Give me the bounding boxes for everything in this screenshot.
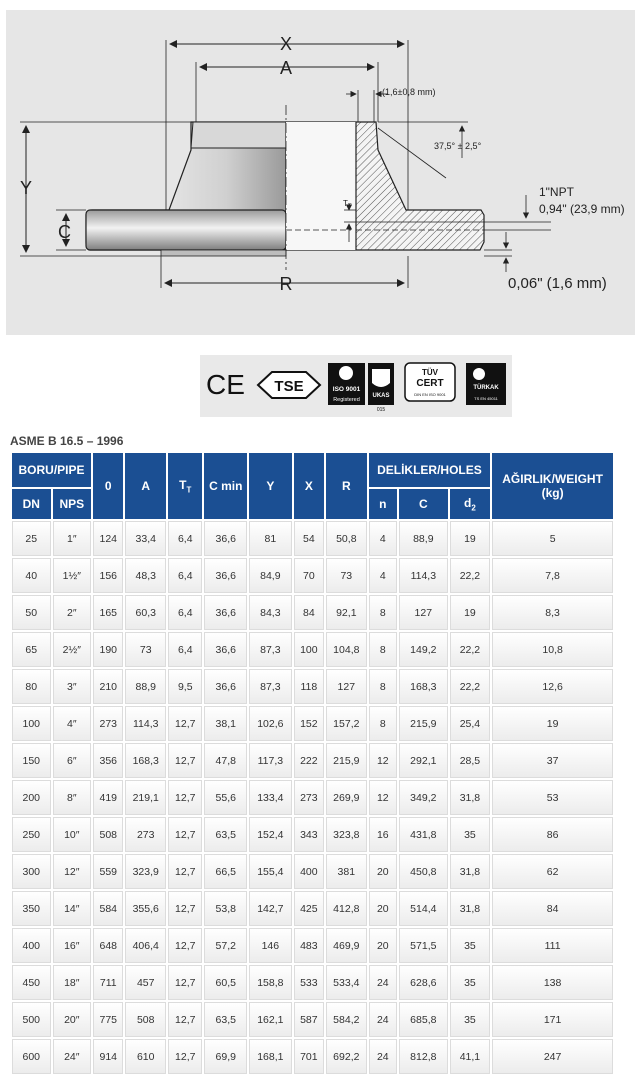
table-cell: 24 — [369, 1039, 397, 1074]
header-holes: DELİKLER/HOLES — [369, 453, 491, 487]
table-cell: 20 — [369, 854, 397, 889]
table-cell: 12,7 — [168, 1002, 202, 1037]
table-body — [12, 521, 613, 1074]
table-cell: 84 — [294, 595, 324, 630]
r-dimension-label: R — [279, 274, 293, 294]
table-cell: 222 — [294, 743, 324, 778]
svg-text:DIN EN ISO 9001: DIN EN ISO 9001 — [414, 392, 446, 397]
svg-text:ISO 9001: ISO 9001 — [332, 386, 361, 393]
table-cell: 47,8 — [204, 743, 247, 778]
table-cell: 118 — [294, 669, 324, 704]
x-dimension-label: X — [279, 34, 293, 54]
raised-face-note: (1,6±0,8 mm) — [382, 87, 436, 97]
table-cell: 138 — [492, 965, 613, 1000]
table-cell: 6″ — [53, 743, 92, 778]
header-dn: DN — [12, 489, 51, 519]
table-cell: 3″ — [53, 669, 92, 704]
table-cell: 190 — [93, 632, 123, 667]
table-cell: 8″ — [53, 780, 92, 815]
table-cell: 571,5 — [399, 928, 448, 963]
table-cell: 168,3 — [399, 669, 448, 704]
table-cell: 146 — [249, 928, 292, 963]
table-cell: 157,2 — [326, 706, 367, 741]
table-cell: 300 — [12, 854, 51, 889]
y-dimension-label: Y — [20, 178, 33, 198]
table-cell: 16 — [369, 817, 397, 852]
table-cell: 4 — [369, 521, 397, 556]
table-cell: 53 — [492, 780, 613, 815]
table-cell: 142,7 — [249, 891, 292, 926]
table-cell: 127 — [399, 595, 448, 630]
table-cell: 156 — [93, 558, 123, 593]
table-cell: 8 — [369, 706, 397, 741]
table-cell: 88,9 — [399, 521, 448, 556]
table-cell: 73 — [326, 558, 367, 593]
header-nps: NPS — [53, 489, 92, 519]
table-cell: 12,7 — [168, 743, 202, 778]
table-cell: 457 — [125, 965, 166, 1000]
table-cell: 24 — [369, 965, 397, 1000]
svg-text:Registered: Registered — [333, 397, 360, 403]
table-cell: 483 — [294, 928, 324, 963]
table-cell: 158,8 — [249, 965, 292, 1000]
table-cell: 20 — [369, 891, 397, 926]
table-row — [12, 1039, 613, 1074]
table-cell: 35 — [450, 817, 491, 852]
table-cell: 12,7 — [168, 928, 202, 963]
table-cell: 33,4 — [125, 521, 166, 556]
table-cell: 584,2 — [326, 1002, 367, 1037]
table-cell: 250 — [12, 817, 51, 852]
table-cell: 400 — [294, 854, 324, 889]
table-cell: 584 — [93, 891, 123, 926]
table-cell: 149,2 — [399, 632, 448, 667]
table-cell: 533 — [294, 965, 324, 1000]
header-tt: $T_T$ — [168, 453, 202, 519]
table-cell: 22,2 — [450, 669, 491, 704]
table-cell: 431,8 — [399, 817, 448, 852]
flange-drawing — [6, 10, 635, 335]
certification-logos — [200, 355, 512, 417]
table-cell: 168,1 — [249, 1039, 292, 1074]
header-d2: $d_2$ — [450, 489, 491, 519]
table-cell: 210 — [93, 669, 123, 704]
table-cell: 628,6 — [399, 965, 448, 1000]
table-row — [12, 780, 613, 815]
table-cell: 54 — [294, 521, 324, 556]
table-title: ASME B 16.5 – 1996 — [10, 434, 124, 448]
table-cell: 419 — [93, 780, 123, 815]
table-cell: 711 — [93, 965, 123, 1000]
table-cell: 55,6 — [204, 780, 247, 815]
table-cell: 600 — [12, 1039, 51, 1074]
table-cell: 155,4 — [249, 854, 292, 889]
table-cell: 10″ — [53, 817, 92, 852]
table-cell: 165 — [93, 595, 123, 630]
header-r: R — [326, 453, 367, 519]
svg-text:CE: CE — [206, 369, 245, 400]
table-row — [12, 1002, 613, 1037]
table-cell: 9,5 — [168, 669, 202, 704]
npt-note: 1"NPT — [539, 185, 574, 199]
table-cell: 701 — [294, 1039, 324, 1074]
table-cell: 12,7 — [168, 817, 202, 852]
table-cell: 69,9 — [204, 1039, 247, 1074]
table-cell: 412,8 — [326, 891, 367, 926]
table-cell: 20″ — [53, 1002, 92, 1037]
table-row — [12, 521, 613, 556]
header-o: 0 — [93, 453, 123, 519]
table-cell: 508 — [93, 817, 123, 852]
flange-drawing-svg — [6, 10, 635, 335]
table-cell: 168,3 — [125, 743, 166, 778]
table-cell: 247 — [492, 1039, 613, 1074]
table-cell: 60,3 — [125, 595, 166, 630]
svg-text:CERT: CERT — [416, 378, 444, 389]
table-cell: 12,7 — [168, 965, 202, 1000]
table-cell: 914 — [93, 1039, 123, 1074]
table-cell: 12 — [369, 743, 397, 778]
table-cell: 514,4 — [399, 891, 448, 926]
table-cell: 22,2 — [450, 558, 491, 593]
header-weight: AĞIRLIK/WEIGHT (kg) — [492, 453, 613, 519]
table-cell: 14″ — [53, 891, 92, 926]
header-c: C — [399, 489, 448, 519]
table-cell: 80 — [12, 669, 51, 704]
table-cell: 6,4 — [168, 558, 202, 593]
table-cell: 37 — [492, 743, 613, 778]
table-cell: 73 — [125, 632, 166, 667]
table-cell: 63,5 — [204, 1002, 247, 1037]
table-cell: 12,7 — [168, 891, 202, 926]
table-cell: 292,1 — [399, 743, 448, 778]
svg-text:TS EN 45011: TS EN 45011 — [474, 396, 498, 401]
table-cell: 65 — [12, 632, 51, 667]
table-cell: 10,8 — [492, 632, 613, 667]
table-cell: 152 — [294, 706, 324, 741]
table-cell: 36,6 — [204, 632, 247, 667]
turkak-logo — [466, 363, 506, 405]
ukas-logo — [368, 363, 394, 413]
table-cell: 425 — [294, 891, 324, 926]
table-row — [12, 595, 613, 630]
header-a: A — [125, 453, 166, 519]
table-cell: 31,8 — [450, 854, 491, 889]
table-cell: 587 — [294, 1002, 324, 1037]
table-cell: 20 — [369, 928, 397, 963]
table-cell: 508 — [125, 1002, 166, 1037]
tt-dimension-label: $T_T$ — [343, 199, 352, 210]
table-cell: 400 — [12, 928, 51, 963]
angle-note: 37,5° ± 2,5° — [434, 141, 482, 151]
table-cell: 114,3 — [125, 706, 166, 741]
table-cell: 35 — [450, 928, 491, 963]
table-cell: 66,5 — [204, 854, 247, 889]
table-cell: 117,3 — [249, 743, 292, 778]
table-row — [12, 965, 613, 1000]
table-cell: 7,8 — [492, 558, 613, 593]
svg-text:TÜV: TÜV — [422, 368, 438, 377]
table-cell: 48,3 — [125, 558, 166, 593]
table-cell: 92,1 — [326, 595, 367, 630]
svg-text:TÜRKAK: TÜRKAK — [473, 385, 499, 391]
table-cell: 25,4 — [450, 706, 491, 741]
table-cell: 775 — [93, 1002, 123, 1037]
table-cell: 4″ — [53, 706, 92, 741]
table-cell: 84,3 — [249, 595, 292, 630]
table-cell: 81 — [249, 521, 292, 556]
table-cell: 406,4 — [125, 928, 166, 963]
table-cell: 215,9 — [326, 743, 367, 778]
svg-text:TSE: TSE — [274, 378, 304, 395]
table-cell: 469,9 — [326, 928, 367, 963]
header-n: n — [369, 489, 397, 519]
table-cell: 4 — [369, 558, 397, 593]
table-cell: 2″ — [53, 595, 92, 630]
table-cell: 16″ — [53, 928, 92, 963]
table-cell: 356 — [93, 743, 123, 778]
table-cell: 50 — [12, 595, 51, 630]
table-cell: 533,4 — [326, 965, 367, 1000]
table-cell: 269,9 — [326, 780, 367, 815]
table-cell: 70 — [294, 558, 324, 593]
table-header-row — [12, 453, 613, 487]
table-cell: 450 — [12, 965, 51, 1000]
header-y: Y — [249, 453, 292, 519]
table-cell: 812,8 — [399, 1039, 448, 1074]
table-cell: 88,9 — [125, 669, 166, 704]
table-cell: 162,1 — [249, 1002, 292, 1037]
table-cell: 36,6 — [204, 669, 247, 704]
table-cell: 219,1 — [125, 780, 166, 815]
table-cell: 273 — [93, 706, 123, 741]
table-cell: 53,8 — [204, 891, 247, 926]
table-cell: 62 — [492, 854, 613, 889]
table-cell: 12,7 — [168, 1039, 202, 1074]
table-cell: 25 — [12, 521, 51, 556]
table-cell: 18″ — [53, 965, 92, 1000]
header-x: X — [294, 453, 324, 519]
table-cell: 38,1 — [204, 706, 247, 741]
table-cell: 50,8 — [326, 521, 367, 556]
table-cell: 31,8 — [450, 891, 491, 926]
table-cell: 323,9 — [125, 854, 166, 889]
table-cell: 685,8 — [399, 1002, 448, 1037]
table-cell: 12 — [369, 780, 397, 815]
table-cell: 6,4 — [168, 632, 202, 667]
table-cell: 648 — [93, 928, 123, 963]
header-cmin: C min — [204, 453, 247, 519]
tse-logo — [258, 372, 320, 398]
table-cell: 610 — [125, 1039, 166, 1074]
table-cell: 57,2 — [204, 928, 247, 963]
table-cell: 692,2 — [326, 1039, 367, 1074]
table-row — [12, 928, 613, 963]
tuv-cert-logo — [405, 363, 455, 401]
table-cell: 343 — [294, 817, 324, 852]
thread-depth-note: 0,94" (23,9 mm) — [539, 202, 625, 216]
table-cell: 171 — [492, 1002, 613, 1037]
header-boru-pipe: BORU/PIPE — [12, 453, 91, 487]
flange-dimensions-table — [10, 451, 615, 1076]
table-cell: 2½″ — [53, 632, 92, 667]
table-cell: 104,8 — [326, 632, 367, 667]
table-cell: 6,4 — [168, 521, 202, 556]
table-cell: 273 — [294, 780, 324, 815]
svg-text:UKAS: UKAS — [372, 393, 390, 399]
table-cell: 63,5 — [204, 817, 247, 852]
table-cell: 86 — [492, 817, 613, 852]
table-cell: 24″ — [53, 1039, 92, 1074]
table-cell: 24 — [369, 1002, 397, 1037]
table-cell: 100 — [12, 706, 51, 741]
a-dimension-label: A — [279, 58, 293, 78]
iso-9001-logo — [328, 363, 365, 405]
table-row — [12, 743, 613, 778]
table-row — [12, 891, 613, 926]
table-cell: 12″ — [53, 854, 92, 889]
table-cell: 349,2 — [399, 780, 448, 815]
table-row — [12, 669, 613, 704]
table-cell: 450,8 — [399, 854, 448, 889]
table-cell: 323,8 — [326, 817, 367, 852]
table-cell: 87,3 — [249, 669, 292, 704]
table-row — [12, 817, 613, 852]
table-cell: 60,5 — [204, 965, 247, 1000]
table-cell: 6,4 — [168, 595, 202, 630]
table-cell: 273 — [125, 817, 166, 852]
table-cell: 19 — [450, 595, 491, 630]
table-row — [12, 632, 613, 667]
table-cell: 152,4 — [249, 817, 292, 852]
flange-left-half — [86, 122, 286, 256]
table-cell: 40 — [12, 558, 51, 593]
table-cell: 559 — [93, 854, 123, 889]
table-row — [12, 558, 613, 593]
table-cell: 36,6 — [204, 558, 247, 593]
table-cell: 84 — [492, 891, 613, 926]
table-cell: 12,7 — [168, 706, 202, 741]
table-cell: 215,9 — [399, 706, 448, 741]
table-cell: 150 — [12, 743, 51, 778]
table-cell: 1½″ — [53, 558, 92, 593]
table-cell: 127 — [326, 669, 367, 704]
table-cell: 102,6 — [249, 706, 292, 741]
table-cell: 22,2 — [450, 632, 491, 667]
table-cell: 28,5 — [450, 743, 491, 778]
table-cell: 200 — [12, 780, 51, 815]
table-cell: 8 — [369, 595, 397, 630]
table-cell: 19 — [450, 521, 491, 556]
table-cell: 19 — [492, 706, 613, 741]
face-height-note: 0,06" (1,6 mm) — [508, 275, 607, 292]
table-cell: 1″ — [53, 521, 92, 556]
svg-text:015: 015 — [376, 407, 386, 413]
table-cell: 124 — [93, 521, 123, 556]
table-cell: 12,7 — [168, 780, 202, 815]
table-row — [12, 706, 613, 741]
table-cell: 100 — [294, 632, 324, 667]
table-cell: 111 — [492, 928, 613, 963]
table-cell: 84,9 — [249, 558, 292, 593]
table-cell: 355,6 — [125, 891, 166, 926]
table-cell: 31,8 — [450, 780, 491, 815]
table-cell: 8 — [369, 669, 397, 704]
table-cell: 35 — [450, 1002, 491, 1037]
table-cell: 500 — [12, 1002, 51, 1037]
table-row — [12, 854, 613, 889]
table-cell: 41,1 — [450, 1039, 491, 1074]
table-cell: 36,6 — [204, 521, 247, 556]
table-cell: 114,3 — [399, 558, 448, 593]
table-cell: 12,7 — [168, 854, 202, 889]
table-cell: 8,3 — [492, 595, 613, 630]
table-cell: 5 — [492, 521, 613, 556]
c-dimension-label: C — [58, 222, 71, 242]
table-cell: 36,6 — [204, 595, 247, 630]
table-cell: 12,6 — [492, 669, 613, 704]
table-cell: 87,3 — [249, 632, 292, 667]
table-cell: 8 — [369, 632, 397, 667]
certification-logos-svg — [200, 355, 512, 417]
table-cell: 350 — [12, 891, 51, 926]
table-cell: 381 — [326, 854, 367, 889]
table-cell: 35 — [450, 965, 491, 1000]
table-cell: 133,4 — [249, 780, 292, 815]
ce-mark-logo — [206, 369, 245, 400]
